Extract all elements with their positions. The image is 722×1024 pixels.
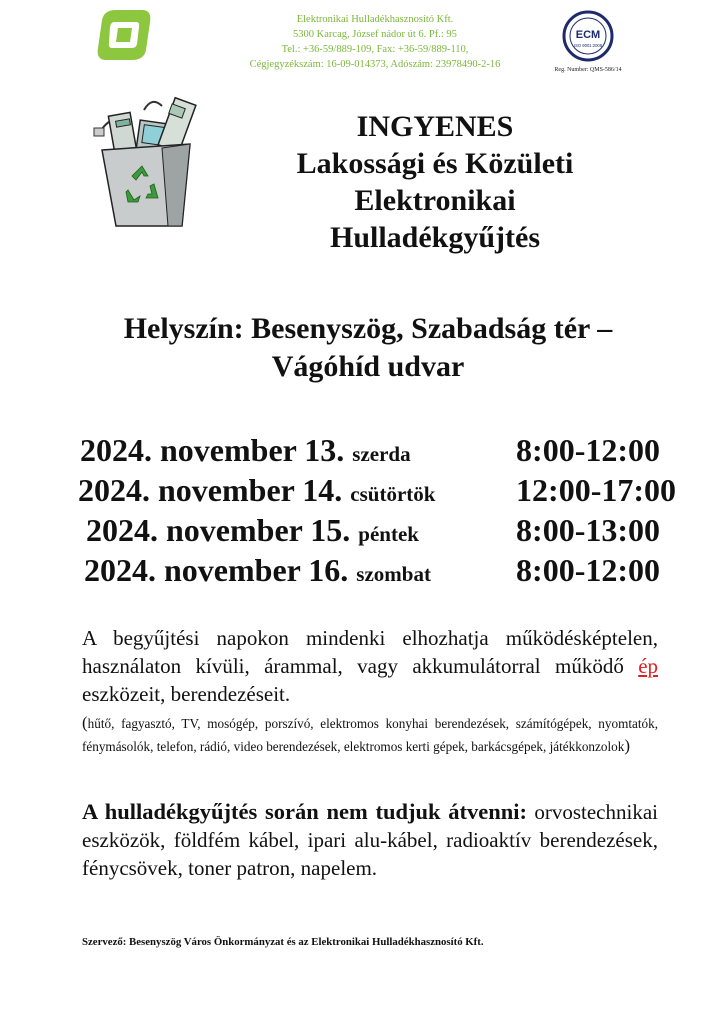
svg-text:ISO 9001:2008: ISO 9001:2008: [573, 43, 603, 48]
company-address: 5300 Karcag, József nádor út 6. Pf.: 95: [293, 29, 457, 40]
company-logo: [92, 6, 156, 64]
not-accepted-paragraph: [82, 798, 658, 882]
schedule-time: 8:00-13:00: [516, 512, 660, 548]
not-accepted-heading: A hulladékgyűjtés során nem tudjuk átvenni:: [82, 799, 527, 824]
recycling-bin-illustration: [92, 92, 204, 232]
open-bracket: (: [82, 713, 88, 732]
company-name: Elektronikai Hulladékhasznosító Kft.: [296, 14, 454, 25]
accepted-items-list: [82, 712, 658, 758]
company-registration: Cégjegyzékszám: 16-09-014373, Adószám: 23978490-2-16: [249, 59, 501, 70]
location: [60, 310, 676, 386]
schedule-day: szombat: [356, 562, 431, 586]
schedule-row: [78, 470, 676, 510]
title-line-free: INGYENES: [356, 110, 514, 143]
title-line-electronic: Elektronikai: [354, 184, 516, 217]
schedule-date-group: [84, 550, 431, 594]
schedule-date: 2024. november 16.: [84, 552, 349, 588]
schedule-date-group: [80, 430, 411, 474]
working-condition-highlight: ép: [638, 654, 659, 678]
schedule-date-group: [86, 510, 419, 554]
schedule-row: [80, 430, 670, 470]
collection-schedule: [78, 430, 676, 590]
schedule-row: [80, 510, 670, 550]
acceptance-text: A begyűjtési napokon mindenki elhozhatja működésképtelen, használaton kívüli, árammal, vagy akkumulátorral működő: [82, 626, 658, 678]
schedule-date: 2024. november 15.: [86, 512, 351, 548]
schedule-row: [80, 550, 670, 590]
schedule-time: 8:00-12:00: [516, 552, 660, 588]
schedule-date-group: [78, 470, 435, 514]
schedule-day: péntek: [358, 522, 419, 546]
acceptance-text-end: eszközeit, berendezéseit.: [82, 682, 291, 706]
schedule-date: 2024. november 14.: [78, 472, 343, 508]
not-accepted-items: orvostechnikai eszközök, földfém kábel, ipari alu-kábel, radioaktív berendezések, fénycsövek, toner patron, napelem.: [82, 800, 658, 880]
acceptance-paragraph: [82, 624, 658, 708]
page-title: [240, 108, 630, 256]
schedule-day: szerda: [352, 442, 411, 466]
location-line-1: Helyszín: Besenyszög, Szabadság tér –: [123, 312, 613, 345]
certification-badge: [548, 10, 628, 73]
ecm-iso-seal: [562, 10, 614, 62]
title-line-waste-collection: Hulladékgyűjtés: [329, 221, 541, 254]
organizer-line: Szervező: Besenyszög Város Önkormányzat és az Elektronikai Hulladékhasznosító Kft.: [82, 936, 484, 948]
schedule-time: 12:00-17:00: [516, 472, 676, 508]
company-info: [200, 12, 550, 72]
schedule-date: 2024. november 13.: [80, 432, 345, 468]
svg-text:ECM: ECM: [575, 29, 601, 41]
accepted-items-text: hűtő, fagyasztó, TV, mosógép, porszívó, elektromos konyhai berendezések, számítógépek, nyomtatók, fénymásolók, telefon, rádió, video berendezések, elektromos kerti gépek, barkácsgépek, játékkonzolok: [82, 716, 658, 754]
schedule-time: 8:00-12:00: [516, 432, 660, 468]
schedule-day: csütörtök: [350, 482, 436, 506]
registration-number: Reg. Number: QMS-586/14: [554, 67, 622, 73]
location-line-2: Vágóhíd udvar: [271, 350, 465, 383]
title-line-residential: Lakossági és Közületi: [296, 147, 574, 180]
company-phone-fax: Tel.: +36-59/889-109, Fax: +36-59/889-110,: [281, 44, 469, 55]
close-bracket: ): [624, 736, 630, 755]
